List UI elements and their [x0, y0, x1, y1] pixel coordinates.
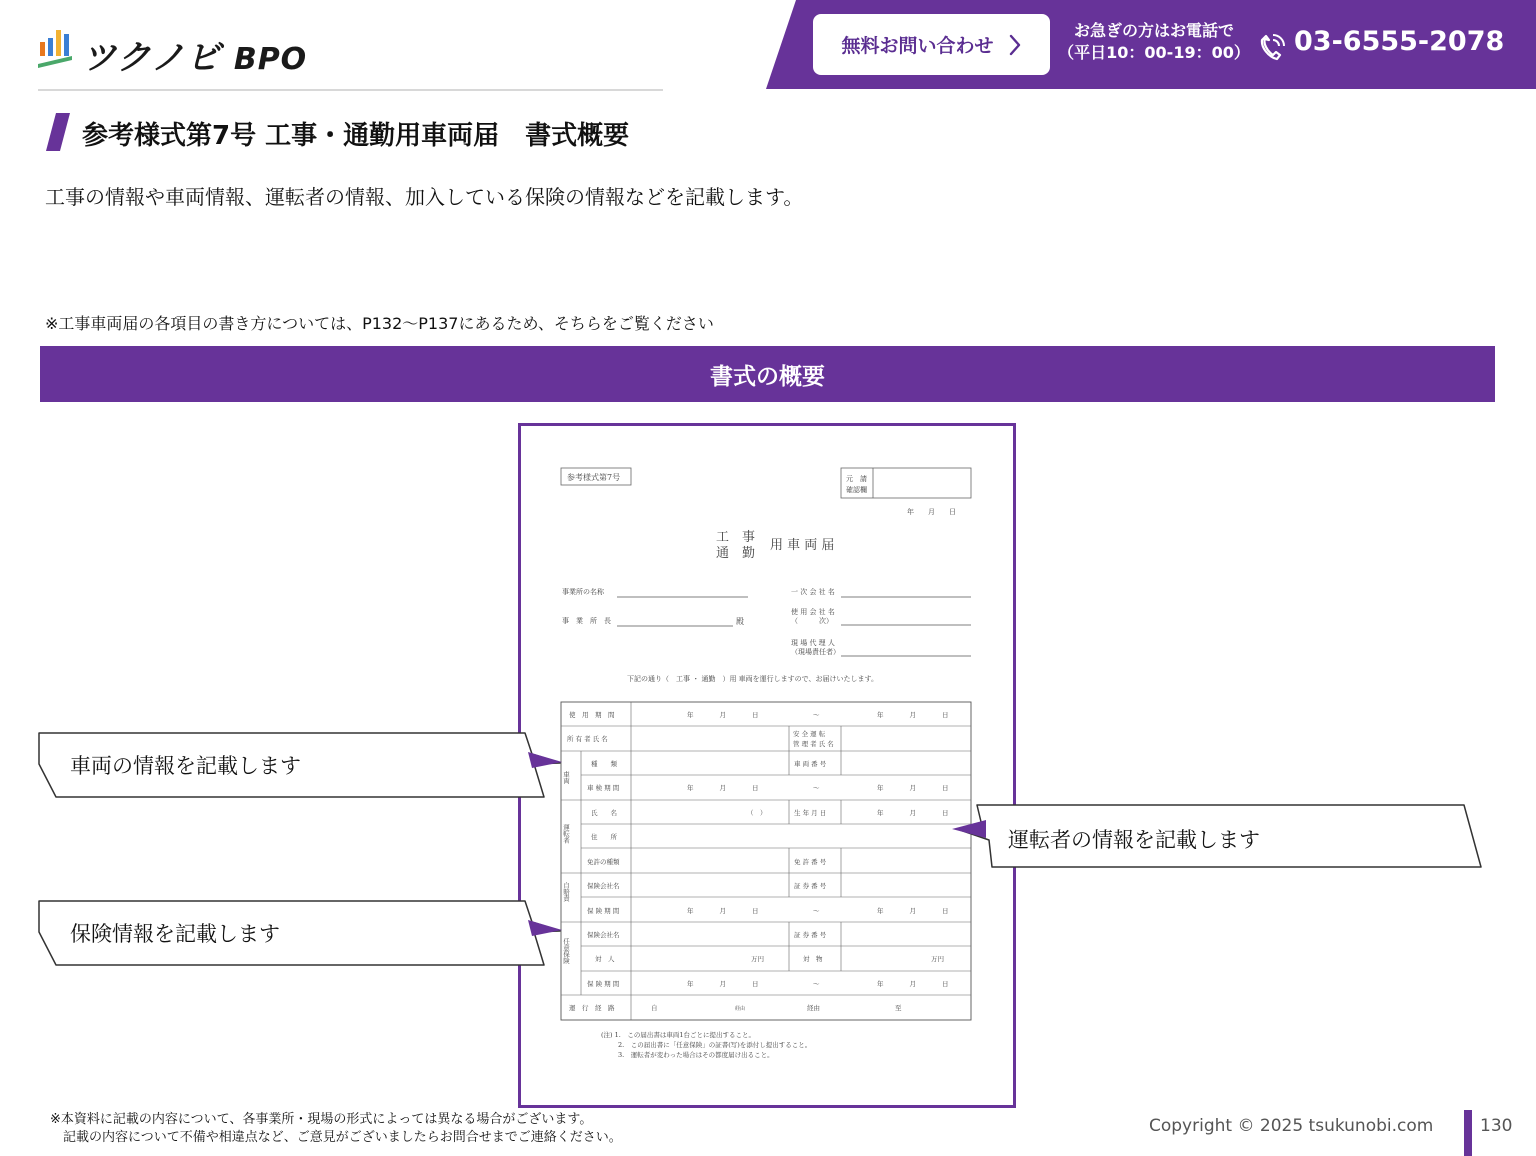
inspection-start: 年 月 日	[687, 784, 759, 792]
period-tilde: 〜	[813, 711, 820, 719]
row-birth: 生 年 月 日	[794, 809, 827, 817]
group-driver: 運転者	[562, 824, 570, 844]
urgent-text: お急ぎの方はお電話で	[1073, 21, 1234, 40]
callout-driver	[952, 804, 1484, 870]
group-vehicle: 車両	[562, 771, 570, 784]
inspection-tilde: 〜	[813, 784, 820, 792]
group-liability: 自賠責	[562, 882, 570, 902]
page-title: 参考様式第7号 工事・通勤用車両届 書式概要	[82, 121, 630, 151]
form-title: 用 車 両 届	[770, 538, 835, 553]
form-note-3: 3. 運転者が変わった場合はその都度届け出ること。	[618, 1051, 774, 1059]
page-number-accent	[1464, 1110, 1472, 1156]
row-owner: 所 有 者 氏 名	[567, 735, 608, 743]
logo-wordmark: ツクノビ BPO	[82, 38, 308, 78]
office-name-label: 事業所の名称	[562, 588, 604, 596]
row-plate: 車 両 番 号	[794, 760, 827, 768]
safety-manager-label-2: 管 理 者 氏 名	[793, 740, 834, 748]
page-number: 130	[1480, 1116, 1513, 1136]
liability-end: 年 月 日	[877, 907, 949, 915]
group-optional: 任意保険	[562, 938, 570, 964]
row-optional-cert: 証 券 番 号	[794, 931, 827, 939]
row-route: 運 行 経 路	[569, 1004, 615, 1012]
route-via-2: 経由	[807, 1004, 820, 1012]
row-kind: 種 類	[591, 760, 617, 768]
row-name: 氏 名	[591, 809, 617, 817]
row-optional-company: 保険会社名	[587, 931, 620, 939]
form-date: 年 月 日	[907, 508, 956, 516]
page-description: 工事の情報や車両情報、運転者の情報、加入している保険の情報などを記載します。	[45, 185, 804, 209]
row-inspection: 車 検 期 間	[587, 784, 620, 792]
footer-disclaimer-line-2: 記載の内容について不備や相違点など、ご意見がございましたらお問合せまでご連絡ください。	[50, 1130, 622, 1145]
row-license-no: 免 許 番 号	[794, 858, 827, 866]
row-liability-company: 保険会社名	[587, 882, 620, 890]
phone-number[interactable]: 03-6555-2078	[1294, 26, 1505, 57]
reference-note: ※工事車両届の各項目の書き方については、P132〜P137にあるため、そちらをご覧ください	[45, 314, 714, 333]
chevron-right-icon	[1008, 33, 1022, 57]
brand-logo[interactable]	[38, 24, 338, 78]
site-manager-label: （現場責任者）	[791, 648, 840, 656]
liability-tilde: 〜	[813, 907, 820, 915]
optional-start: 年 月 日	[687, 980, 759, 988]
row-license-type: 免許の種類	[587, 858, 620, 866]
section-header-label: 書式の概要	[710, 363, 825, 390]
name-paren: （ ）	[747, 809, 767, 817]
row-liability-cert: 証 券 番 号	[794, 882, 827, 890]
callout-vehicle	[38, 732, 562, 798]
form-note-1: (注) 1. この届出書は車両1台ごとに提出すること。	[601, 1031, 755, 1039]
row-address: 住 所	[591, 833, 617, 841]
inspection-end: 年 月 日	[877, 784, 949, 792]
honorific: 殿	[736, 617, 744, 626]
route-via-1: 経由	[735, 1006, 746, 1012]
contact-button-label: 無料お問い合わせ	[841, 35, 994, 57]
row-person: 対 人	[595, 955, 615, 963]
confirm-label-1: 元 請	[846, 475, 867, 483]
row-period: 使 用 期 間	[569, 711, 615, 719]
user-company-label: 使 用 会 社 名	[791, 608, 835, 616]
footer-disclaimer	[50, 1111, 622, 1147]
copyright: Copyright © 2025 tsukunobi.com	[1149, 1116, 1434, 1136]
person-amount-unit: 万円	[751, 955, 764, 963]
form-preview	[518, 423, 1016, 1108]
route-from: 自	[651, 1004, 658, 1012]
user-company-order: （ 次）	[791, 617, 833, 625]
optional-end: 年 月 日	[877, 980, 949, 988]
row-optional-period: 保 険 期 間	[587, 980, 620, 988]
row-liability-period: 保 険 期 間	[587, 907, 620, 915]
form-number: 参考様式第7号	[567, 473, 621, 482]
row-property: 対 物	[803, 955, 823, 963]
form-statement: 下記の通り（ 工事 ・ 通勤 ）用 車両を運行しますので、お届けいたします。	[627, 675, 878, 683]
period-end: 年 月 日	[877, 711, 949, 719]
property-amount-unit: 万円	[931, 955, 944, 963]
callout-driver-text: 運転者の情報を記載します	[1008, 828, 1260, 852]
route-to: 至	[895, 1004, 902, 1012]
title-kouji: 工 事	[716, 530, 756, 545]
callout-insurance	[38, 900, 562, 966]
liability-start: 年 月 日	[687, 907, 759, 915]
section-header	[40, 346, 1495, 402]
title-accent-bar	[46, 113, 72, 151]
site-rep-label: 現 場 代 理 人	[791, 639, 835, 647]
primary-company-label: 一 次 会 社 名	[791, 588, 835, 596]
period-start: 年 月 日	[687, 711, 759, 719]
confirm-label-2: 確認欄	[846, 486, 867, 494]
title-tsukin: 通 勤	[716, 546, 756, 561]
phone-icon	[1258, 30, 1288, 62]
callout-vehicle-text: 車両の情報を記載します	[70, 754, 301, 778]
birth-date: 年 月 日	[877, 809, 949, 817]
contact-button[interactable]	[813, 14, 1050, 75]
form-note-2: 2. この届出書に「任意保険」の証書(写)を添付し提出すること。	[618, 1041, 812, 1049]
optional-tilde: 〜	[813, 980, 820, 988]
business-hours: （平日10：00-19：00）	[1058, 43, 1250, 62]
contact-hours	[1058, 20, 1250, 64]
logo-mark-icon	[38, 24, 78, 74]
office-head-label: 事 業 所 長	[562, 617, 611, 625]
callout-insurance-text: 保険情報を記載します	[70, 922, 280, 946]
safety-manager-label-1: 安 全 運 転	[793, 730, 826, 738]
form-document	[521, 426, 1013, 1105]
header-divider	[38, 89, 663, 91]
footer-disclaimer-line-1: ※本資料に記載の内容について、各事業所・現場の形式によっては異なる場合がございます。	[50, 1112, 593, 1127]
